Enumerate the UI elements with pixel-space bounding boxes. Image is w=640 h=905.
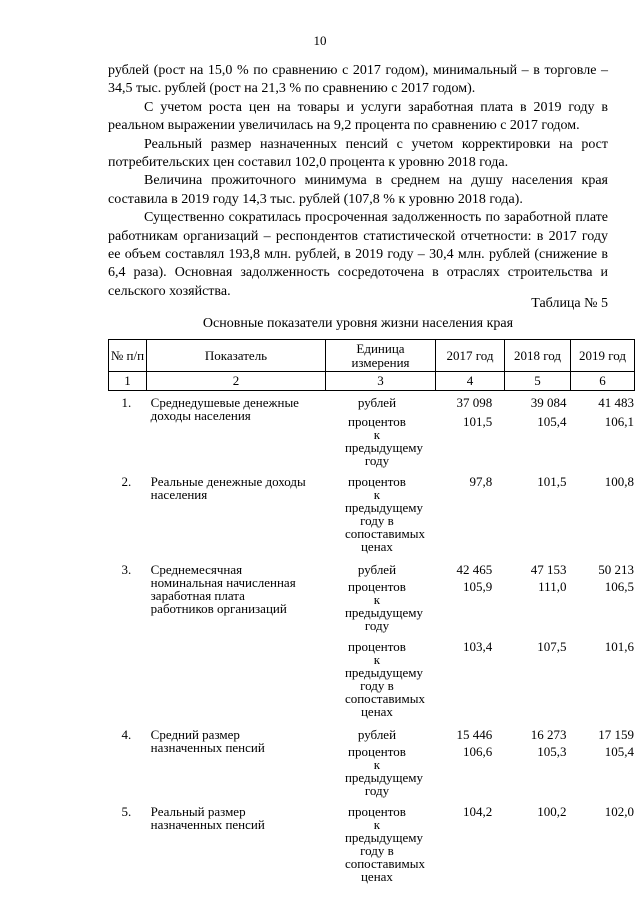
paragraph: рублей (рост на 15,0 % по сравнению с 2017 годом), минимальный – в торговле – 34,5 тыс. рублей (рост на 21,3 % по сравнению с 2017 годом). <box>108 63 608 97</box>
header-2019: 2019 год <box>571 340 635 372</box>
header-unit: Единица измерения <box>326 340 436 372</box>
table-row: 3. Среднемесячная номинальная начисленная заработная плата работников организаций рублей 42 465 47 153 50 213 <box>121 562 634 616</box>
table-row: 4. Средний размер назначенных пенсий рублей 15 446 16 273 17 159 <box>121 727 634 755</box>
table-row: процентов к предыдущему году 106,6 105,3 105,4 <box>344 744 634 798</box>
header-2017: 2017 год <box>436 340 505 372</box>
col-number-2: 2 <box>147 372 326 391</box>
table-title: Основные показатели уровня жизни населения края <box>202 316 514 331</box>
col-number-3: 3 <box>326 372 436 391</box>
col-number-4: 4 <box>436 372 505 391</box>
table-row: процентов к предыдущему году 101,5 105,4 106,1 <box>344 414 634 468</box>
paragraph: Величина прожиточного минимума в среднем на душу населения края составила в 2019 году 14,3 тыс. рублей (107,8 % к уровню 2018 года). <box>108 173 608 207</box>
paragraph: Существенно сократилась просроченная задолженность по заработной плате работникам организаций – респондентов статистической отчетности: в 2017 году ее объем составлял 193,8 млн. рублей, в 2019 году – 30,4 млн. рублей (снижение в 6,4 раза). Основная задолженность сосредоточена в отраслях строительства и сельского хозяйства. <box>108 210 608 299</box>
table-row: процентов к предыдущему году 105,9 111,0 106,5 <box>344 579 634 633</box>
header-num: № п/п <box>109 340 147 372</box>
table-row: процентов к предыдущему году в сопоставимых ценах 103,4 107,5 101,6 <box>344 639 634 719</box>
table-row: 2. Реальные денежные доходы населения процентов к предыдущему году в сопоставимых ценах 97,8 101,5 100,8 <box>121 474 634 554</box>
table-body <box>108 396 640 883</box>
paragraph: С учетом роста цен на товары и услуги заработная плата в 2019 году в реальном выражении увеличилась на 9,2 процента по сравнению с 2017 годом. <box>108 99 608 134</box>
col-number-6: 6 <box>571 372 635 391</box>
table-label: Таблица № 5 <box>531 296 608 311</box>
paragraph: Реальный размер назначенных пенсий с учетом корректировки на рост потребительских цен составил 102,0 процента к уровню 2018 года. <box>108 136 608 171</box>
body-text <box>108 62 608 301</box>
table-row: 1. Среднедушевые денежные доходы населения рублей 37 098 39 084 41 483 <box>121 395 634 423</box>
col-number-5: 5 <box>505 372 571 391</box>
table-row: 5. Реальный размер назначенных пенсий процентов к предыдущему году в сопоставимых ценах 104,2 100,2 102,0 <box>121 804 634 884</box>
table-header <box>108 339 635 391</box>
col-number-1: 1 <box>109 372 147 391</box>
header-2018: 2018 год <box>505 340 571 372</box>
page-number: 10 <box>313 33 327 48</box>
header-indicator: Показатель <box>147 340 326 372</box>
